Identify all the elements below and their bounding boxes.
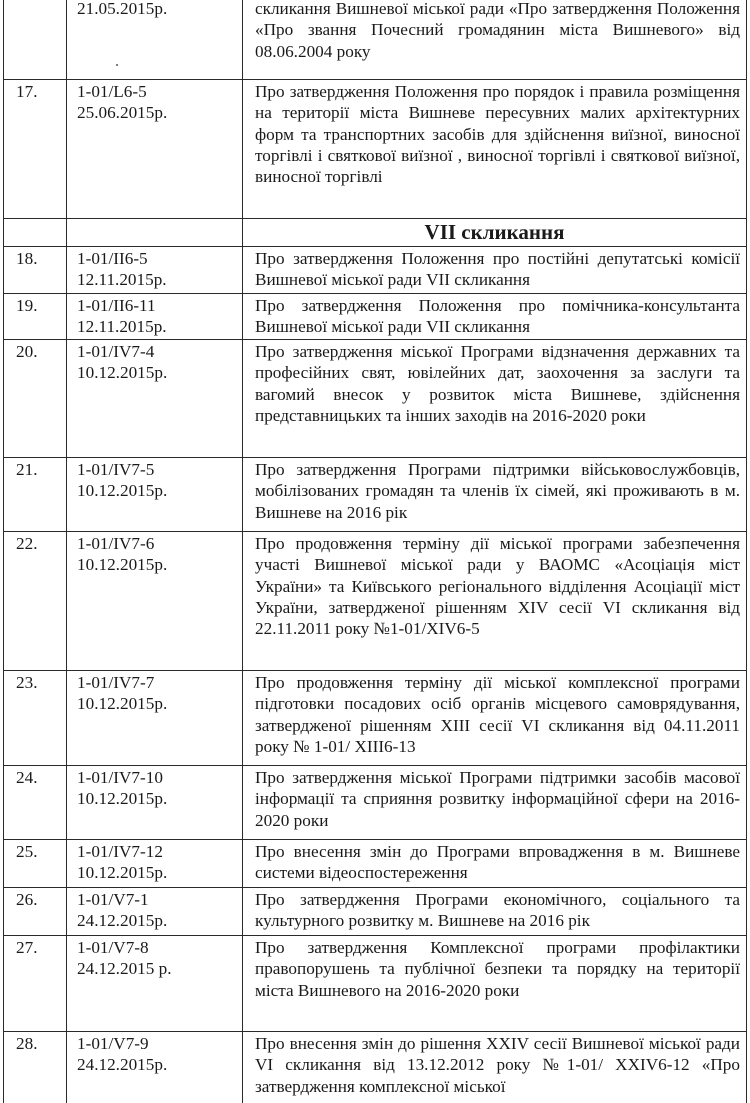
row-number: 25. [4, 840, 67, 888]
section-title: VII скликання [243, 219, 747, 247]
section-row [4, 219, 747, 247]
row-number: 17. [4, 80, 67, 219]
row-ref-code: 1-01/V7-1 [77, 890, 149, 909]
row-date: 24.12.2015р. [77, 911, 168, 931]
decisions-table [3, 0, 747, 1103]
table-row [4, 888, 747, 936]
table-row [4, 247, 747, 294]
row-ref-code: 1-01/IV7-6 [77, 534, 155, 553]
rows-body [4, 247, 747, 1103]
row-number: 23. [4, 671, 67, 766]
table-row [4, 80, 747, 219]
row-number: 21. [4, 458, 67, 532]
row-ref-code: 1-01/II6-11 [77, 296, 156, 315]
row-reference [67, 840, 243, 888]
table-row [4, 458, 747, 532]
row-reference [67, 1032, 243, 1103]
row-reference [67, 532, 243, 671]
row-title: Про продовження терміну дії міської комплексної програми підготовки посадових осіб органів місцевого самоврядування, затвердженої рішенням XIII сесії VI скликання від 04.11.2011 року № 1-01/ XIII6-13 [243, 671, 747, 766]
row-ref-code: 1-01/V7-9 [77, 1034, 149, 1053]
row-reference [67, 0, 243, 80]
row-ref-code: 1-01/IV7-12 [77, 842, 163, 861]
table-row [4, 840, 747, 888]
section-cell-empty [67, 219, 243, 247]
row-date: 10.12.2015р. [77, 555, 168, 575]
row-ref-code: 1-01/IV7-4 [77, 342, 155, 361]
row-number: 22. [4, 532, 67, 671]
row-date: 10.12.2015р. [77, 694, 168, 714]
table-row [4, 340, 747, 458]
row-date: 25.06.2015р. [77, 103, 168, 123]
row-date: 10.12.2015р. [77, 863, 168, 883]
scan-speck [116, 64, 118, 66]
row-reference [67, 80, 243, 219]
row-title: Про затвердження Положення про порядок і правила розміщення на території міста Вишневе пересувних малих архітектурних форм та транспортних засобів для здійснення виїзної, виносної торгівлі і святкової виїзної , виносної торгівлі і святкової виїзної, виносної торгівлі [243, 80, 747, 219]
table-row [4, 532, 747, 671]
section-cell-empty [4, 219, 67, 247]
row-number: 27. [4, 936, 67, 1032]
row-title: Про затвердження міської Програми відзначення державних та професійних свят, ювілейних дат, заохочення за заслуги та вагомий внесок у розвиток міста Вишневе, здійснення представницьких та інших заходів на 2016-2020 роки [243, 340, 747, 458]
table-row [4, 0, 747, 80]
row-date: 24.12.2015 р. [77, 959, 172, 979]
table-row [4, 671, 747, 766]
row-date: 24.12.2015р. [77, 1055, 168, 1075]
row-number: 19. [4, 294, 67, 340]
row-ref-code: 1-01/L6-5 [77, 82, 147, 101]
row-title: Про затвердження Програми економічного, соціального та культурного розвитку м. Вишневе на 2016 рік [243, 888, 747, 936]
row-number [4, 0, 67, 80]
row-ref-code: 1-01/V7-8 [77, 938, 149, 957]
row-reference [67, 888, 243, 936]
table-row [4, 936, 747, 1032]
row-ref-code: 1-01/IV7-5 [77, 460, 155, 479]
row-title: Про затвердження Програми підтримки військовослужбовців, мобілізованих громадян та членів їх сімей, які проживають в м. Вишневе на 2016 рік [243, 458, 747, 532]
row-reference [67, 247, 243, 294]
row-number: 20. [4, 340, 67, 458]
row-date: 12.11.2015р. [77, 270, 167, 290]
row-title: скликання Вишневої міської ради «Про затвердження Положення «Про звання Почесний громадянин міста Вишневого» від 08.06.2004 року [243, 0, 747, 80]
row-number: 26. [4, 888, 67, 936]
row-reference [67, 294, 243, 340]
row-reference [67, 340, 243, 458]
row-title: Про внесення змін до рішення XXIV сесії Вишневої міської ради VI скликання від 13.12.2012 року №1-01/ XXIV6-12 «Про затвердження комплексної міської [243, 1032, 747, 1103]
row-ref-code: 1-01/IV7-7 [77, 673, 155, 692]
row-number: 28. [4, 1032, 67, 1103]
row-ref-code: 1-01/II6-5 [77, 249, 148, 268]
row-reference [67, 458, 243, 532]
row-title: Про затвердження Положення про постійні депутатські комісії Вишневої міської ради VII скликання [243, 247, 747, 294]
row-number: 24. [4, 766, 67, 840]
row-reference [67, 671, 243, 766]
row-date: 21.05.2015р. [77, 0, 168, 18]
table-row [4, 294, 747, 340]
row-ref-code: 1-01/IV7-10 [77, 768, 163, 787]
table-row [4, 766, 747, 840]
row-date: 12.11.2015р. [77, 317, 167, 337]
row-reference [67, 766, 243, 840]
row-title: Про внесення змін до Програми впровадження в м. Вишневе системи відеоспостереження [243, 840, 747, 888]
row-title: Про затвердження Комплексної програми профілактики правопорушень та публічної безпеки та порядку на території міста Вишневого на 2016-2020 роки [243, 936, 747, 1032]
row-date: 10.12.2015р. [77, 481, 168, 501]
row-title: Про затвердження міської Програми підтримки засобів масової інформації та сприяння розвитку інформаційної сфери на 2016-2020 роки [243, 766, 747, 840]
row-date: 10.12.2015р. [77, 363, 168, 383]
row-reference [67, 936, 243, 1032]
row-date: 10.12.2015р. [77, 789, 168, 809]
row-title: Про продовження терміну дії міської програми забезпечення участі Вишневої міської ради у ВАОМС «Асоціація міст України» та Київського регіонального відділення Асоціації міст України, затвердженої рішенням XIV сесії VI скликання від 22.11.2011 року №1-01/XIV6-5 [243, 532, 747, 671]
table-row [4, 1032, 747, 1103]
row-title: Про затвердження Положення про помічника-консультанта Вишневої міської ради VII скликання [243, 294, 747, 340]
row-number: 18. [4, 247, 67, 294]
